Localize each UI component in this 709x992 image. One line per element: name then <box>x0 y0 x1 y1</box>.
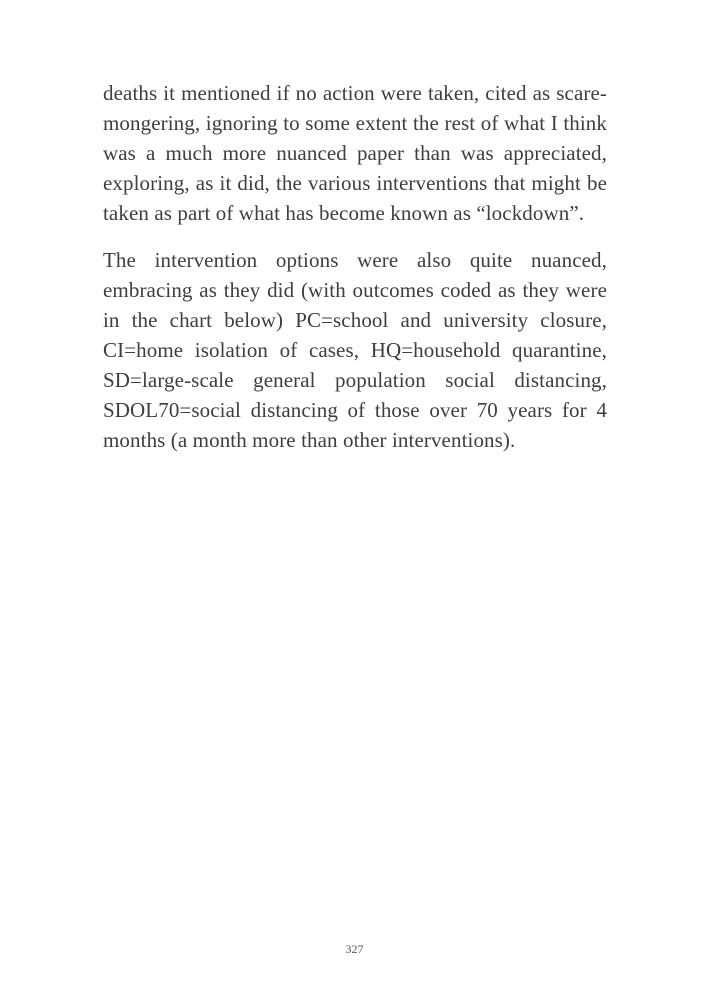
page-content <box>103 78 607 472</box>
paragraph-1: deaths it mentioned if no action were taken, cited as scare-mongering, ignoring to some extent the rest of what I think was a much more nuanced paper than was appreciated, exploring, as it did, the various interventions that might be taken as part of what has become known as “lockdown”. <box>103 81 607 225</box>
paragraph-2: The intervention options were also quite nuanced, embracing as they did (with outcomes coded as they were in the chart below) PC=school and university closure, CI=home isolation of cases, HQ=household quarantine, SD=large-scale general population social distancing, SDOL70=social distancing of those over 70 years for 4 months (a month more than other interventions). <box>103 248 607 452</box>
page-number: 327 <box>345 942 364 956</box>
